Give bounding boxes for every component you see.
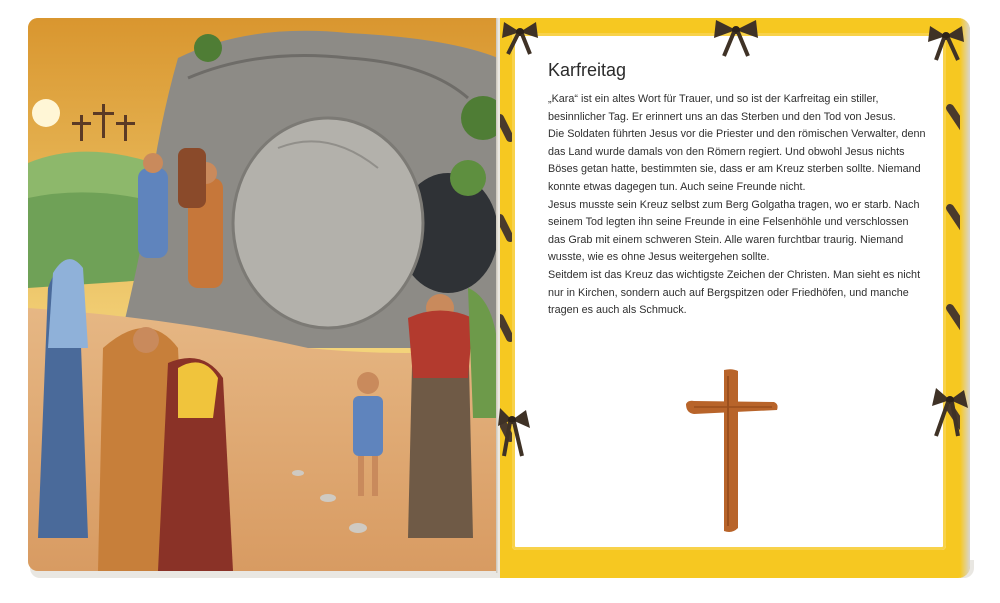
sun bbox=[32, 99, 60, 127]
paragraph: Die Soldaten führten Jesus vor die Priester und den römischen Verwalter, denn das Land wurde damals von den Römern regiert. Und obwohl Jesus nichts Böses getan hatte, bestimmten sie, dass er am Kreuz sterben sollte. Niemand konnte etwas dagegen tun. Auch seine Freunde nicht. bbox=[548, 128, 926, 193]
wooden-cross-icon bbox=[684, 368, 780, 536]
tomb-illustration bbox=[28, 18, 498, 571]
body-text bbox=[548, 91, 928, 320]
ribbon-bow-icon bbox=[498, 400, 534, 460]
paragraph: „Kara“ ist ein altes Wort für Trauer, und so ist der Karfreitag ein stiller, besinnlicher Tag. Er erinnert uns an das Sterben und den Tod von Jesus. bbox=[548, 93, 896, 123]
ribbon-bow-icon bbox=[928, 380, 972, 440]
page-title: Karfreitag bbox=[548, 60, 627, 80]
paragraph: Seitdem ist das Kreuz das wichtigste Zeichen der Christen. Man sieht es nicht nur in Kirchen, sondern auch auf Bergspitzen oder Friedhöfen, und manche tragen es auch als Schmuck. bbox=[548, 268, 921, 317]
ribbon-bow-icon bbox=[924, 20, 968, 64]
ribbon-bow-icon bbox=[706, 16, 766, 60]
illustration-page bbox=[28, 18, 498, 571]
ribbon-bow-icon bbox=[498, 18, 542, 58]
paragraph: Jesus musste sein Kreuz selbst zum Berg Golgatha tragen, wo er starb. Nach seinem Tod legten ihn seine Freunde in eine Felsenhöhle und verschlossen das Grab mit einem schweren Stein. Alle waren furchtbar traurig. Niemand wusste, wie es ohne Jesus weitergehen sollte. bbox=[548, 198, 920, 264]
tomb-stone bbox=[233, 118, 423, 328]
